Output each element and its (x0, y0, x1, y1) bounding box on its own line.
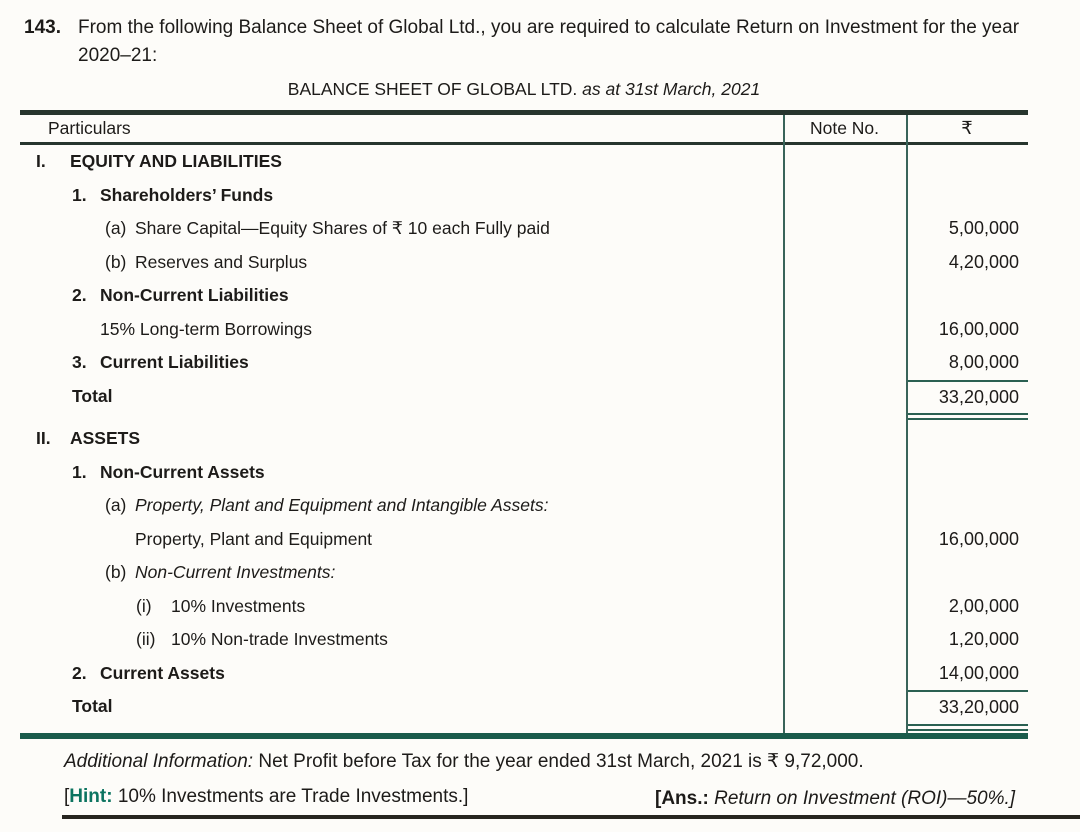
table-row (20, 380, 1028, 414)
row-note-no (783, 489, 906, 523)
table-row (20, 523, 1028, 557)
row-amount: 8,00,000 (948, 352, 1019, 373)
table-row (20, 690, 1028, 724)
row-note-no (783, 380, 906, 414)
row-note-no (783, 590, 906, 624)
row-particulars (20, 489, 783, 523)
table-row (20, 212, 1028, 246)
row-particulars (20, 179, 783, 213)
row-amount (906, 489, 1028, 523)
row-label: 15% Long-term Borrowings (100, 318, 313, 339)
row-marker: (a) (105, 495, 127, 516)
header-particulars: Particulars (48, 118, 131, 138)
page-bottom-rule (62, 815, 1080, 819)
row-label: 10% Non-trade Investments (171, 629, 388, 650)
row-amount: 5,00,000 (948, 218, 1019, 239)
row-label: Current Liabilities (100, 352, 249, 373)
row-label: Total (72, 385, 113, 406)
row-particulars (20, 246, 783, 280)
balance-sheet-table (20, 110, 1028, 739)
row-amount: 1,20,000 (948, 629, 1019, 650)
row-amount (906, 556, 1028, 590)
row-label: Non-Current Liabilities (100, 285, 289, 306)
row-note-no (783, 724, 906, 733)
row-amount (906, 279, 1028, 313)
row-particulars (20, 623, 783, 657)
table-header-row (20, 115, 1028, 145)
row-label: Non-Current Assets (100, 461, 265, 482)
problem-number: 143. (24, 17, 61, 38)
row-amount: 16,00,000 (938, 318, 1019, 339)
row-amount (906, 724, 1028, 733)
row-amount: 14,00,000 (938, 662, 1019, 683)
problem-statement (24, 14, 1036, 70)
row-marker: (a) (105, 218, 127, 239)
table-row (20, 556, 1028, 590)
row-particulars (20, 456, 783, 490)
table-row (20, 590, 1028, 624)
row-note-no (783, 212, 906, 246)
row-particulars (20, 657, 783, 691)
row-particulars (20, 212, 783, 246)
row-particulars (20, 413, 783, 422)
additional-information-label: Additional Information: (64, 751, 254, 772)
row-particulars (20, 279, 783, 313)
row-amount: 4,20,000 (948, 251, 1019, 272)
row-particulars (20, 313, 783, 347)
row-note-no (783, 246, 906, 280)
row-marker: 2. (72, 285, 87, 306)
answer-label: [Ans.: (655, 788, 709, 809)
table-row (20, 657, 1028, 691)
table-row (20, 346, 1028, 380)
table-body (20, 145, 1028, 733)
table-row (20, 489, 1028, 523)
total-double-rule (906, 413, 1028, 420)
row-label: 10% Investments (171, 595, 306, 616)
table-row (20, 179, 1028, 213)
row-particulars (20, 724, 783, 733)
row-label: Shareholders’ Funds (100, 184, 274, 205)
row-note-no (783, 690, 906, 724)
row-label: Property, Plant and Equipment (135, 528, 373, 549)
column-divider-amount (906, 115, 908, 733)
row-note-no (783, 456, 906, 490)
row-note-no (783, 313, 906, 347)
row-note-no (783, 422, 906, 456)
hint-text: 10% Investments are Trade Investments.] (112, 786, 469, 807)
row-particulars (20, 590, 783, 624)
row-note-no (783, 145, 906, 179)
table-row (20, 145, 1028, 179)
table-row (20, 456, 1028, 490)
row-note-no (783, 413, 906, 422)
balance-sheet-title-main: BALANCE SHEET OF GLOBAL LTD. (287, 79, 578, 99)
column-divider-note (783, 115, 785, 733)
total-double-rule (906, 724, 1028, 731)
row-marker: (i) (136, 595, 152, 616)
row-amount: 33,20,000 (906, 380, 1028, 414)
row-particulars (20, 380, 783, 414)
row-note-no (783, 523, 906, 557)
header-note-no: Note No. (809, 118, 880, 138)
additional-information (64, 750, 864, 773)
row-note-no (783, 279, 906, 313)
row-label: Reserves and Surplus (135, 251, 308, 272)
row-amount (906, 179, 1028, 213)
row-particulars (20, 422, 783, 456)
row-note-no (783, 346, 906, 380)
row-amount (906, 145, 1028, 179)
row-amount (906, 413, 1028, 422)
row-marker: (b) (105, 562, 127, 583)
row-amount: 16,00,000 (938, 528, 1019, 549)
hint-open-bracket: [ (64, 786, 70, 807)
row-note-no (783, 657, 906, 691)
table-row (20, 246, 1028, 280)
table-row (20, 413, 1028, 422)
row-note-no (783, 179, 906, 213)
row-label: Property, Plant and Equipment and Intangible Assets: (135, 495, 549, 516)
row-marker: 3. (72, 352, 87, 373)
answer-text: Return on Investment (ROI)—50%.] (708, 788, 1016, 809)
row-particulars (20, 346, 783, 380)
row-label: Total (72, 696, 113, 717)
row-particulars (20, 690, 783, 724)
problem-text: From the following Balance Sheet of Global Ltd., you are required to calculate Return on Investment for the year 2020–21: (78, 17, 1020, 66)
additional-information-text: Net Profit before Tax for the year ended 31st March, 2021 is ₹ 9,72,000. (253, 751, 864, 772)
row-amount (906, 456, 1028, 490)
answer-note (655, 788, 1015, 810)
table-row (20, 279, 1028, 313)
row-label: Non-Current Investments: (135, 562, 336, 583)
table-row (20, 313, 1028, 347)
row-label: Share Capital—Equity Shares of ₹ 10 each Fully paid (135, 218, 550, 239)
hint-note (64, 786, 468, 808)
table-row (20, 724, 1028, 733)
row-amount (906, 422, 1028, 456)
table-row (20, 422, 1028, 456)
row-particulars (20, 556, 783, 590)
row-note-no (783, 556, 906, 590)
row-marker: 1. (72, 461, 87, 482)
row-marker: (b) (105, 251, 127, 272)
row-marker: 1. (72, 184, 87, 205)
row-amount: 2,00,000 (948, 595, 1019, 616)
row-amount: 33,20,000 (906, 690, 1028, 724)
row-label: ASSETS (70, 428, 141, 449)
row-marker: 2. (72, 662, 87, 683)
table-row (20, 623, 1028, 657)
row-note-no (783, 623, 906, 657)
balance-sheet-title-date: as at 31st March, 2021 (577, 79, 761, 99)
row-marker: I. (36, 151, 46, 172)
row-label: Current Assets (100, 662, 225, 683)
row-particulars (20, 523, 783, 557)
row-particulars (20, 145, 783, 179)
row-marker: (ii) (136, 629, 156, 650)
row-marker: II. (36, 428, 51, 449)
row-label: EQUITY AND LIABILITIES (70, 151, 282, 172)
hint-label: Hint: (69, 786, 113, 807)
balance-sheet-title (20, 79, 1028, 100)
header-amount-rupee: ₹ (961, 118, 973, 138)
